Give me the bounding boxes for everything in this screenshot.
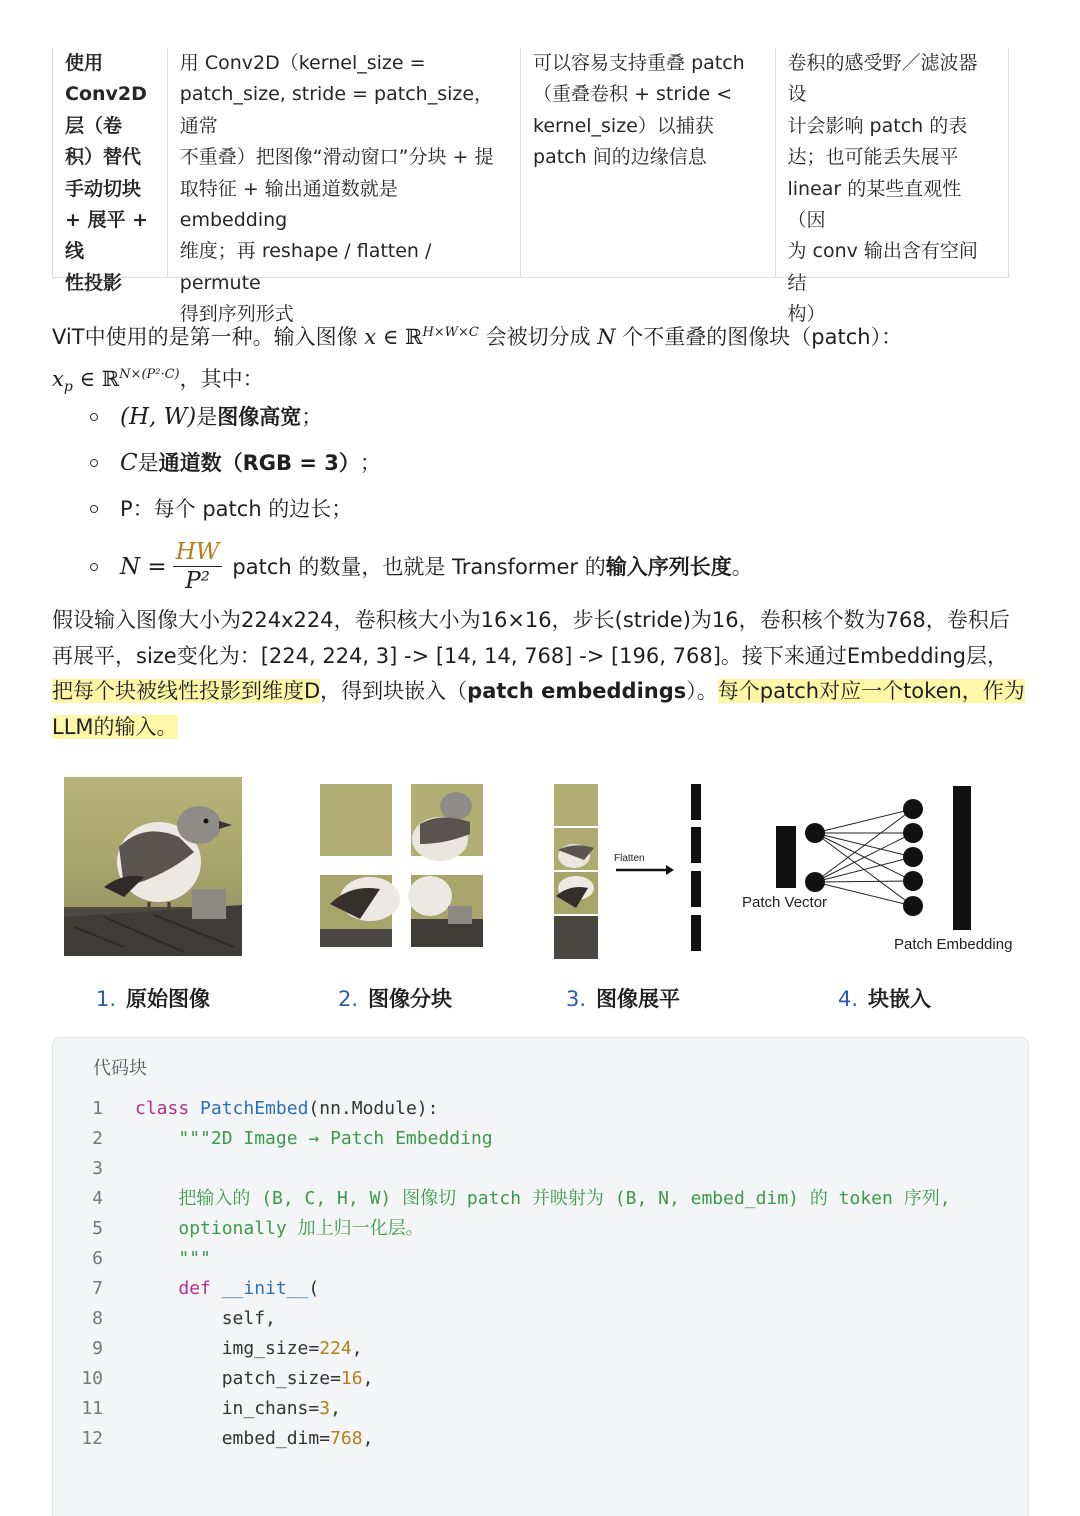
flattened-patches	[554, 784, 714, 959]
cell-line: kernel_size）以捕获	[533, 114, 714, 137]
keyword: class	[135, 1098, 190, 1119]
caption-patch-embedding	[838, 983, 931, 1013]
cell-line: 取特征 + 输出通道数就是 embedding	[179, 177, 398, 232]
cell-line: 为 conv 输出含有空间结	[787, 240, 978, 294]
code-block-title: 代码块	[93, 1058, 147, 1079]
math-C: C	[120, 450, 138, 476]
text: ；	[359, 451, 381, 475]
text: ；	[301, 405, 323, 429]
number-literal: 3	[319, 1398, 331, 1419]
cell-line: 计会影响 patch 的表	[787, 114, 968, 137]
cell-line: 达；也可能丢失展平	[787, 146, 959, 169]
example-paragraph	[52, 603, 1027, 745]
math-xp	[52, 367, 180, 396]
line-number: 9	[92, 1338, 103, 1359]
cell-line: Conv2D	[65, 83, 147, 106]
bullet-marker	[90, 563, 98, 571]
code-text	[103, 1274, 319, 1304]
bullet-patch-count	[90, 538, 753, 595]
text: 假设输入图像大小为224x224，卷积核大小为16×16，步长(stride)为16，卷积核个数为768，卷积后再展平，size变化为：[224, 224, 3] -> [14, 14, 768] -> [196, 768]。接下来通过Embedding层，	[52, 608, 1010, 668]
math-text: ℝ	[101, 367, 120, 391]
math-N-equals: N =	[120, 553, 167, 580]
line-number: 12	[81, 1428, 103, 1449]
code-token: (nn.Module):	[308, 1098, 439, 1119]
text: patch 的数量，也就是 Transformer 的	[232, 554, 606, 579]
number-literal: 768	[330, 1428, 363, 1449]
caption-text: 块嵌入	[868, 987, 932, 1011]
cell-line: 不重叠）把图像“滑动窗口”分块 + 提	[179, 146, 494, 169]
cell-line: linear 的某些直观性（因	[787, 177, 962, 232]
math-text: x	[52, 367, 64, 391]
code-text	[103, 1424, 373, 1454]
bold-text: 通道数（RGB = 3）	[158, 451, 360, 475]
bold-text: 输入序列长度	[605, 554, 732, 579]
bold-text: 图像高宽	[217, 405, 302, 429]
text: ，其中：	[179, 367, 264, 391]
cell-line: 得到序列形式	[179, 303, 294, 326]
highlighted-text: 把每个块被线性投影到维度D	[52, 679, 321, 703]
code-line	[53, 1364, 1028, 1394]
caption-original-image	[96, 983, 210, 1013]
text: P：每个 patch 的边长；	[120, 497, 353, 521]
docstring: optionally 加上归一化层。	[178, 1218, 424, 1239]
code-text	[103, 1184, 951, 1214]
math-superscript: H×W×C	[422, 325, 479, 340]
line-number: 6	[92, 1248, 103, 1269]
class-name: PatchEmbed	[200, 1098, 309, 1119]
bullet-height-width	[90, 402, 322, 432]
table-cell-disadvantage	[776, 48, 1009, 326]
patch-embedding-diagram	[776, 784, 976, 934]
code-text	[103, 1214, 424, 1244]
caption-number: 1.	[96, 987, 117, 1011]
line-number: 4	[92, 1188, 103, 1209]
number-literal: 16	[340, 1368, 363, 1389]
line-number: 5	[92, 1218, 103, 1239]
math-superscript: N×(P²·C)	[119, 367, 180, 382]
math-text: x ∈	[364, 325, 405, 349]
code-token: img_size=	[221, 1338, 320, 1359]
code-line	[53, 1184, 1028, 1214]
math-text: ∈	[72, 367, 102, 391]
caption-number: 2.	[338, 987, 359, 1011]
bullet-channels	[90, 448, 381, 478]
bullet-marker	[90, 413, 98, 421]
fraction-denominator: P²	[185, 568, 210, 594]
cell-line: patch 间的边缘信息	[533, 146, 707, 169]
code-line	[53, 1094, 1028, 1124]
docstring: 把输入的 (B, C, H, W) 图像切 patch 并映射为 (B, N, embed_dim) 的 token 序列,	[178, 1188, 951, 1209]
bullet-marker	[90, 459, 98, 467]
caption-image-patches	[338, 983, 452, 1013]
patch-vector-label: Patch Vector	[742, 894, 828, 911]
code-token: in_chans=	[221, 1398, 320, 1419]
cell-line: 用 Conv2D（kernel_size =	[179, 52, 426, 74]
code-token: ,	[330, 1398, 341, 1419]
cell-line: 性投影	[65, 271, 123, 294]
math-fraction	[173, 538, 223, 595]
cell-line: 使用	[65, 52, 104, 74]
cell-line: 维度；再 reshape / flatten / permute	[179, 240, 432, 294]
code-token: (	[308, 1278, 320, 1299]
table-cell-method	[53, 48, 168, 294]
cell-line: 构）	[787, 303, 826, 326]
highlighted-text: 每个patch对应一个token，作为LLM的输入。	[52, 679, 1025, 739]
line-number: 7	[92, 1278, 103, 1299]
caption-text: 原始图像	[126, 987, 211, 1011]
code-block[interactable]	[52, 1037, 1029, 1516]
code-token: embed_dim=	[221, 1428, 331, 1449]
text: 。	[731, 554, 753, 579]
caption-text: 图像展平	[596, 987, 681, 1011]
docstring: """	[178, 1248, 211, 1269]
code-token: ,	[362, 1368, 374, 1389]
caption-text: 图像分块	[368, 987, 453, 1011]
line-number: 3	[92, 1158, 103, 1179]
code-text	[103, 1364, 373, 1394]
image-patches	[320, 784, 485, 949]
table-cell-advantage	[521, 48, 775, 277]
text: ）。	[686, 679, 718, 703]
code-token: ,	[362, 1428, 374, 1449]
cell-line: （重叠卷积 + stride <	[533, 83, 733, 106]
original-image	[64, 777, 242, 956]
keyword: def	[178, 1278, 211, 1299]
line-number: 10	[81, 1368, 103, 1389]
code-text	[103, 1154, 135, 1184]
text: 会被切分成	[478, 325, 598, 349]
code-lines	[53, 1094, 1028, 1454]
text: ViT中使用的是第一种。输入图像	[52, 325, 365, 349]
line-number: 8	[92, 1308, 103, 1329]
code-line	[53, 1244, 1028, 1274]
code-line	[53, 1304, 1028, 1334]
cell-line: + 展平 + 线	[65, 209, 149, 263]
line-number: 11	[81, 1398, 103, 1419]
code-line	[53, 1214, 1028, 1244]
text: 是	[137, 451, 159, 475]
cell-line: 层（卷	[65, 114, 123, 137]
caption-image-flatten	[566, 983, 680, 1013]
text: 个不重叠的图像块（patch）：	[615, 325, 903, 349]
cell-line: 积）替代	[65, 146, 142, 169]
text: 是	[196, 405, 218, 429]
code-text	[103, 1094, 438, 1124]
code-token: patch_size=	[221, 1368, 341, 1389]
cell-line: 手动切块	[65, 177, 142, 200]
bird-photo-icon	[64, 777, 242, 956]
flatten-label: Flatten	[614, 853, 645, 864]
cell-line: patch_size, stride = patch_size，通常	[179, 83, 494, 137]
patch-embedding-label: Patch Embedding	[894, 936, 1013, 953]
code-text	[103, 1394, 341, 1424]
line-number: 2	[92, 1128, 103, 1149]
line-number: 1	[92, 1098, 103, 1119]
math-text: ℝ	[405, 325, 423, 349]
patch-grid-icon	[320, 784, 485, 949]
math-subscript: p	[63, 379, 73, 396]
table-cell-description	[168, 48, 521, 326]
code-text	[103, 1124, 493, 1154]
code-token: ,	[351, 1338, 363, 1359]
math-HW: (H, W)	[120, 404, 197, 430]
network-icon	[776, 784, 976, 934]
code-token: self,	[221, 1308, 276, 1329]
flatten-strip-icon	[554, 784, 714, 959]
text: ，得到块嵌入（	[320, 679, 468, 703]
number-literal: 224	[319, 1338, 352, 1359]
code-line	[53, 1124, 1028, 1154]
cell-line: 可以容易支持重叠 patch	[533, 52, 745, 74]
bullet-marker	[90, 505, 98, 513]
caption-number: 4.	[838, 987, 859, 1011]
code-text	[103, 1244, 211, 1274]
code-line	[53, 1274, 1028, 1304]
code-text	[103, 1304, 276, 1334]
code-text	[103, 1334, 363, 1364]
code-line	[53, 1154, 1028, 1184]
cell-line: 卷积的感受野／滤波器设	[787, 52, 978, 106]
code-line	[53, 1394, 1028, 1424]
math-x-in-R	[364, 325, 479, 349]
fraction-numerator: HW	[173, 538, 223, 567]
code-line	[53, 1424, 1028, 1454]
comparison-table	[52, 48, 1009, 326]
bold-text: patch embeddings	[467, 679, 687, 703]
docstring: """2D Image → Patch Embedding	[178, 1128, 493, 1149]
intro-paragraph	[52, 314, 1032, 406]
math-N: N	[597, 325, 616, 349]
function-name: __init__	[221, 1278, 309, 1299]
code-line	[53, 1334, 1028, 1364]
caption-number: 3.	[566, 987, 587, 1011]
bullet-patch-side	[90, 494, 352, 524]
